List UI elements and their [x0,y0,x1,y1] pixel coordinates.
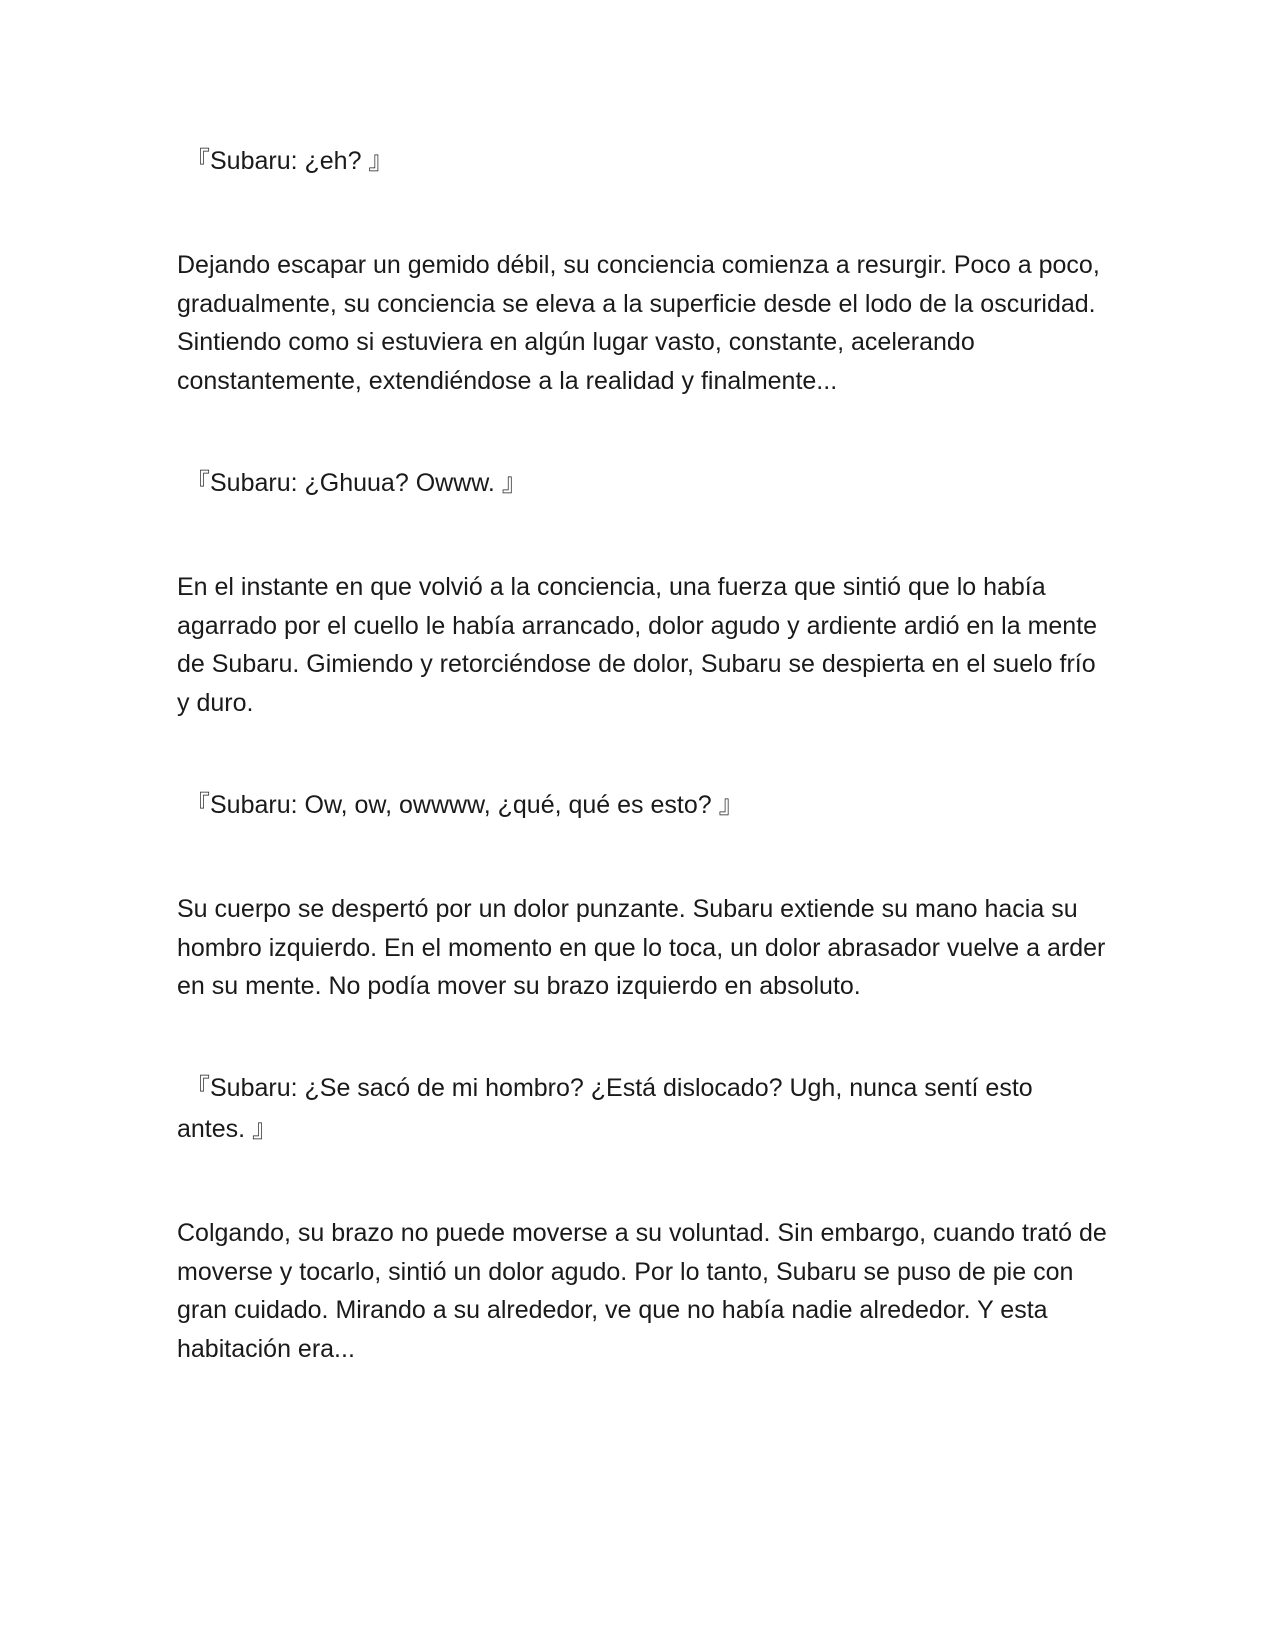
narration-paragraph: Colgando, su brazo no puede moverse a su voluntad. Sin embargo, cuando trató de moverse y tocarlo, sintió un dolor agudo. Por lo tanto, Subaru se puso de pie con gran cuidado. Mirando a su alrededor, ve que no había nadie alrededor. Y esta habitación era... [177,1219,1107,1363]
dialogue-line: 『Subaru: Ow, ow, owwww, ¿qué, qué es esto? 』 [185,791,744,819]
dialogue-line: 『Subaru: ¿eh? 』 [185,147,394,175]
dialogue-line: 『Subaru: ¿Se sacó de mi hombro? ¿Está dislocado? Ugh, nunca sentí esto antes. 』 [177,1074,1033,1143]
narration-paragraph: Su cuerpo se despertó por un dolor punzante. Subaru extiende su mano hacia su hombro izquierdo. En el momento en que lo toca, un dolor abrasador vuelve a arder en su mente. No podía mover su brazo izquierdo en absoluto. [177,895,1106,1000]
narration-paragraph: Dejando escapar un gemido débil, su conciencia comienza a resurgir. Poco a poco, gradualmente, su conciencia se eleva a la superficie desde el lodo de la oscuridad. Sintiendo como si estuviera en algún lugar vasto, constante, acelerando constantemente, extendiéndose a la realidad y finalmente... [177,251,1100,395]
dialogue-line: 『Subaru: ¿Ghuua? Owww. 』 [185,469,527,497]
narration-paragraph: En el instante en que volvió a la conciencia, una fuerza que sintió que lo había agarrado por el cuello le había arrancado, dolor agudo y ardiente ardió en la mente de Subaru. Gimiendo y retorciéndose de dolor, Subaru se despierta en el suelo frío y duro. [177,573,1098,717]
